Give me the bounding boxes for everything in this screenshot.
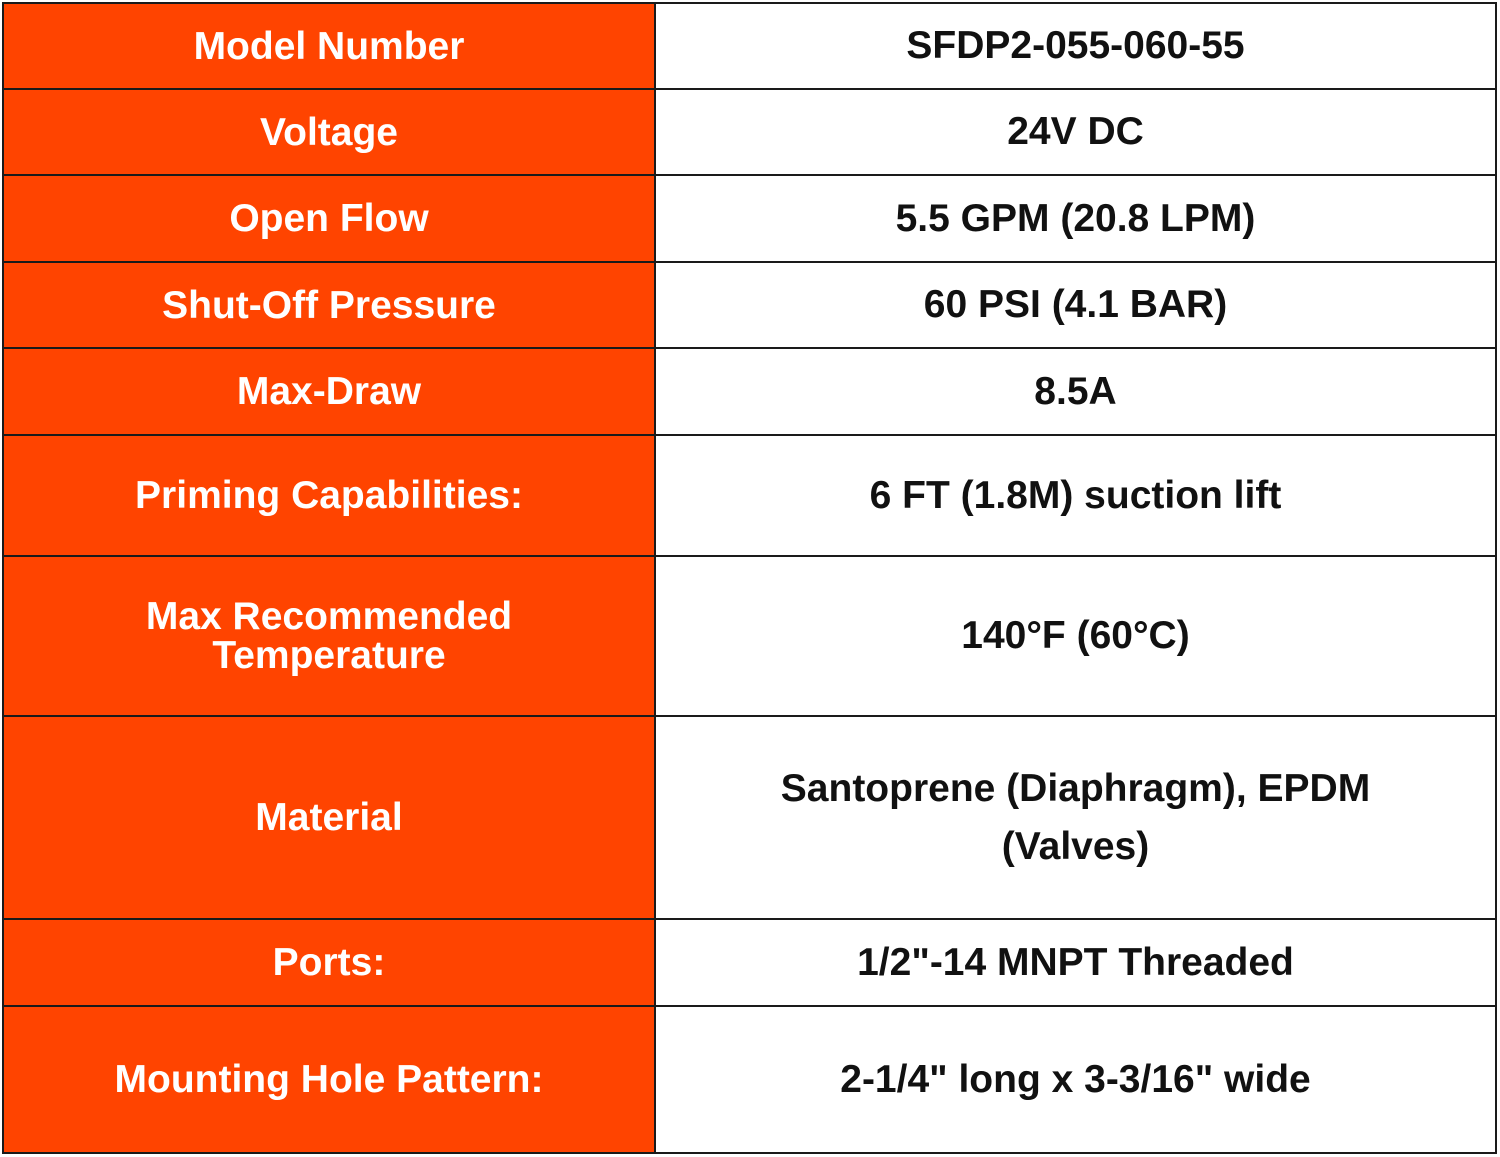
spec-label: Model Number bbox=[3, 3, 655, 89]
spec-value: 24V DC bbox=[655, 89, 1496, 175]
spec-row-ports bbox=[3, 919, 1496, 1006]
spec-row-open-flow bbox=[3, 175, 1496, 262]
spec-label: Material bbox=[3, 716, 655, 919]
spec-value: 5.5 GPM (20.8 LPM) bbox=[655, 175, 1496, 262]
spec-row-max-draw bbox=[3, 348, 1496, 435]
spec-label: Max Recommended Temperature bbox=[3, 556, 655, 716]
spec-label: Voltage bbox=[3, 89, 655, 175]
spec-label: Max-Draw bbox=[3, 348, 655, 435]
spec-row-priming-capabilities bbox=[3, 435, 1496, 556]
spec-value: 2-1/4" long x 3-3/16" wide bbox=[655, 1006, 1496, 1153]
spec-label: Mounting Hole Pattern: bbox=[3, 1006, 655, 1153]
spec-value: 8.5A bbox=[655, 348, 1496, 435]
spec-value: 60 PSI (4.1 BAR) bbox=[655, 262, 1496, 348]
spec-row-shut-off-pressure bbox=[3, 262, 1496, 348]
spec-row-mounting-hole-pattern bbox=[3, 1006, 1496, 1153]
spec-label: Open Flow bbox=[3, 175, 655, 262]
spec-value: SFDP2-055-060-55 bbox=[655, 3, 1496, 89]
spec-label: Priming Capabilities: bbox=[3, 435, 655, 556]
spec-value: Santoprene (Diaphragm), EPDM (Valves) bbox=[655, 716, 1496, 919]
spec-label: Ports: bbox=[3, 919, 655, 1006]
spec-value: 140°F (60°C) bbox=[655, 556, 1496, 716]
spec-table bbox=[2, 2, 1497, 1154]
spec-value: 1/2"-14 MNPT Threaded bbox=[655, 919, 1496, 1006]
spec-row-max-temperature bbox=[3, 556, 1496, 716]
spec-row-material bbox=[3, 716, 1496, 919]
spec-row-model-number bbox=[3, 3, 1496, 89]
spec-label: Shut-Off Pressure bbox=[3, 262, 655, 348]
spec-value: 6 FT (1.8M) suction lift bbox=[655, 435, 1496, 556]
spec-row-voltage bbox=[3, 89, 1496, 175]
